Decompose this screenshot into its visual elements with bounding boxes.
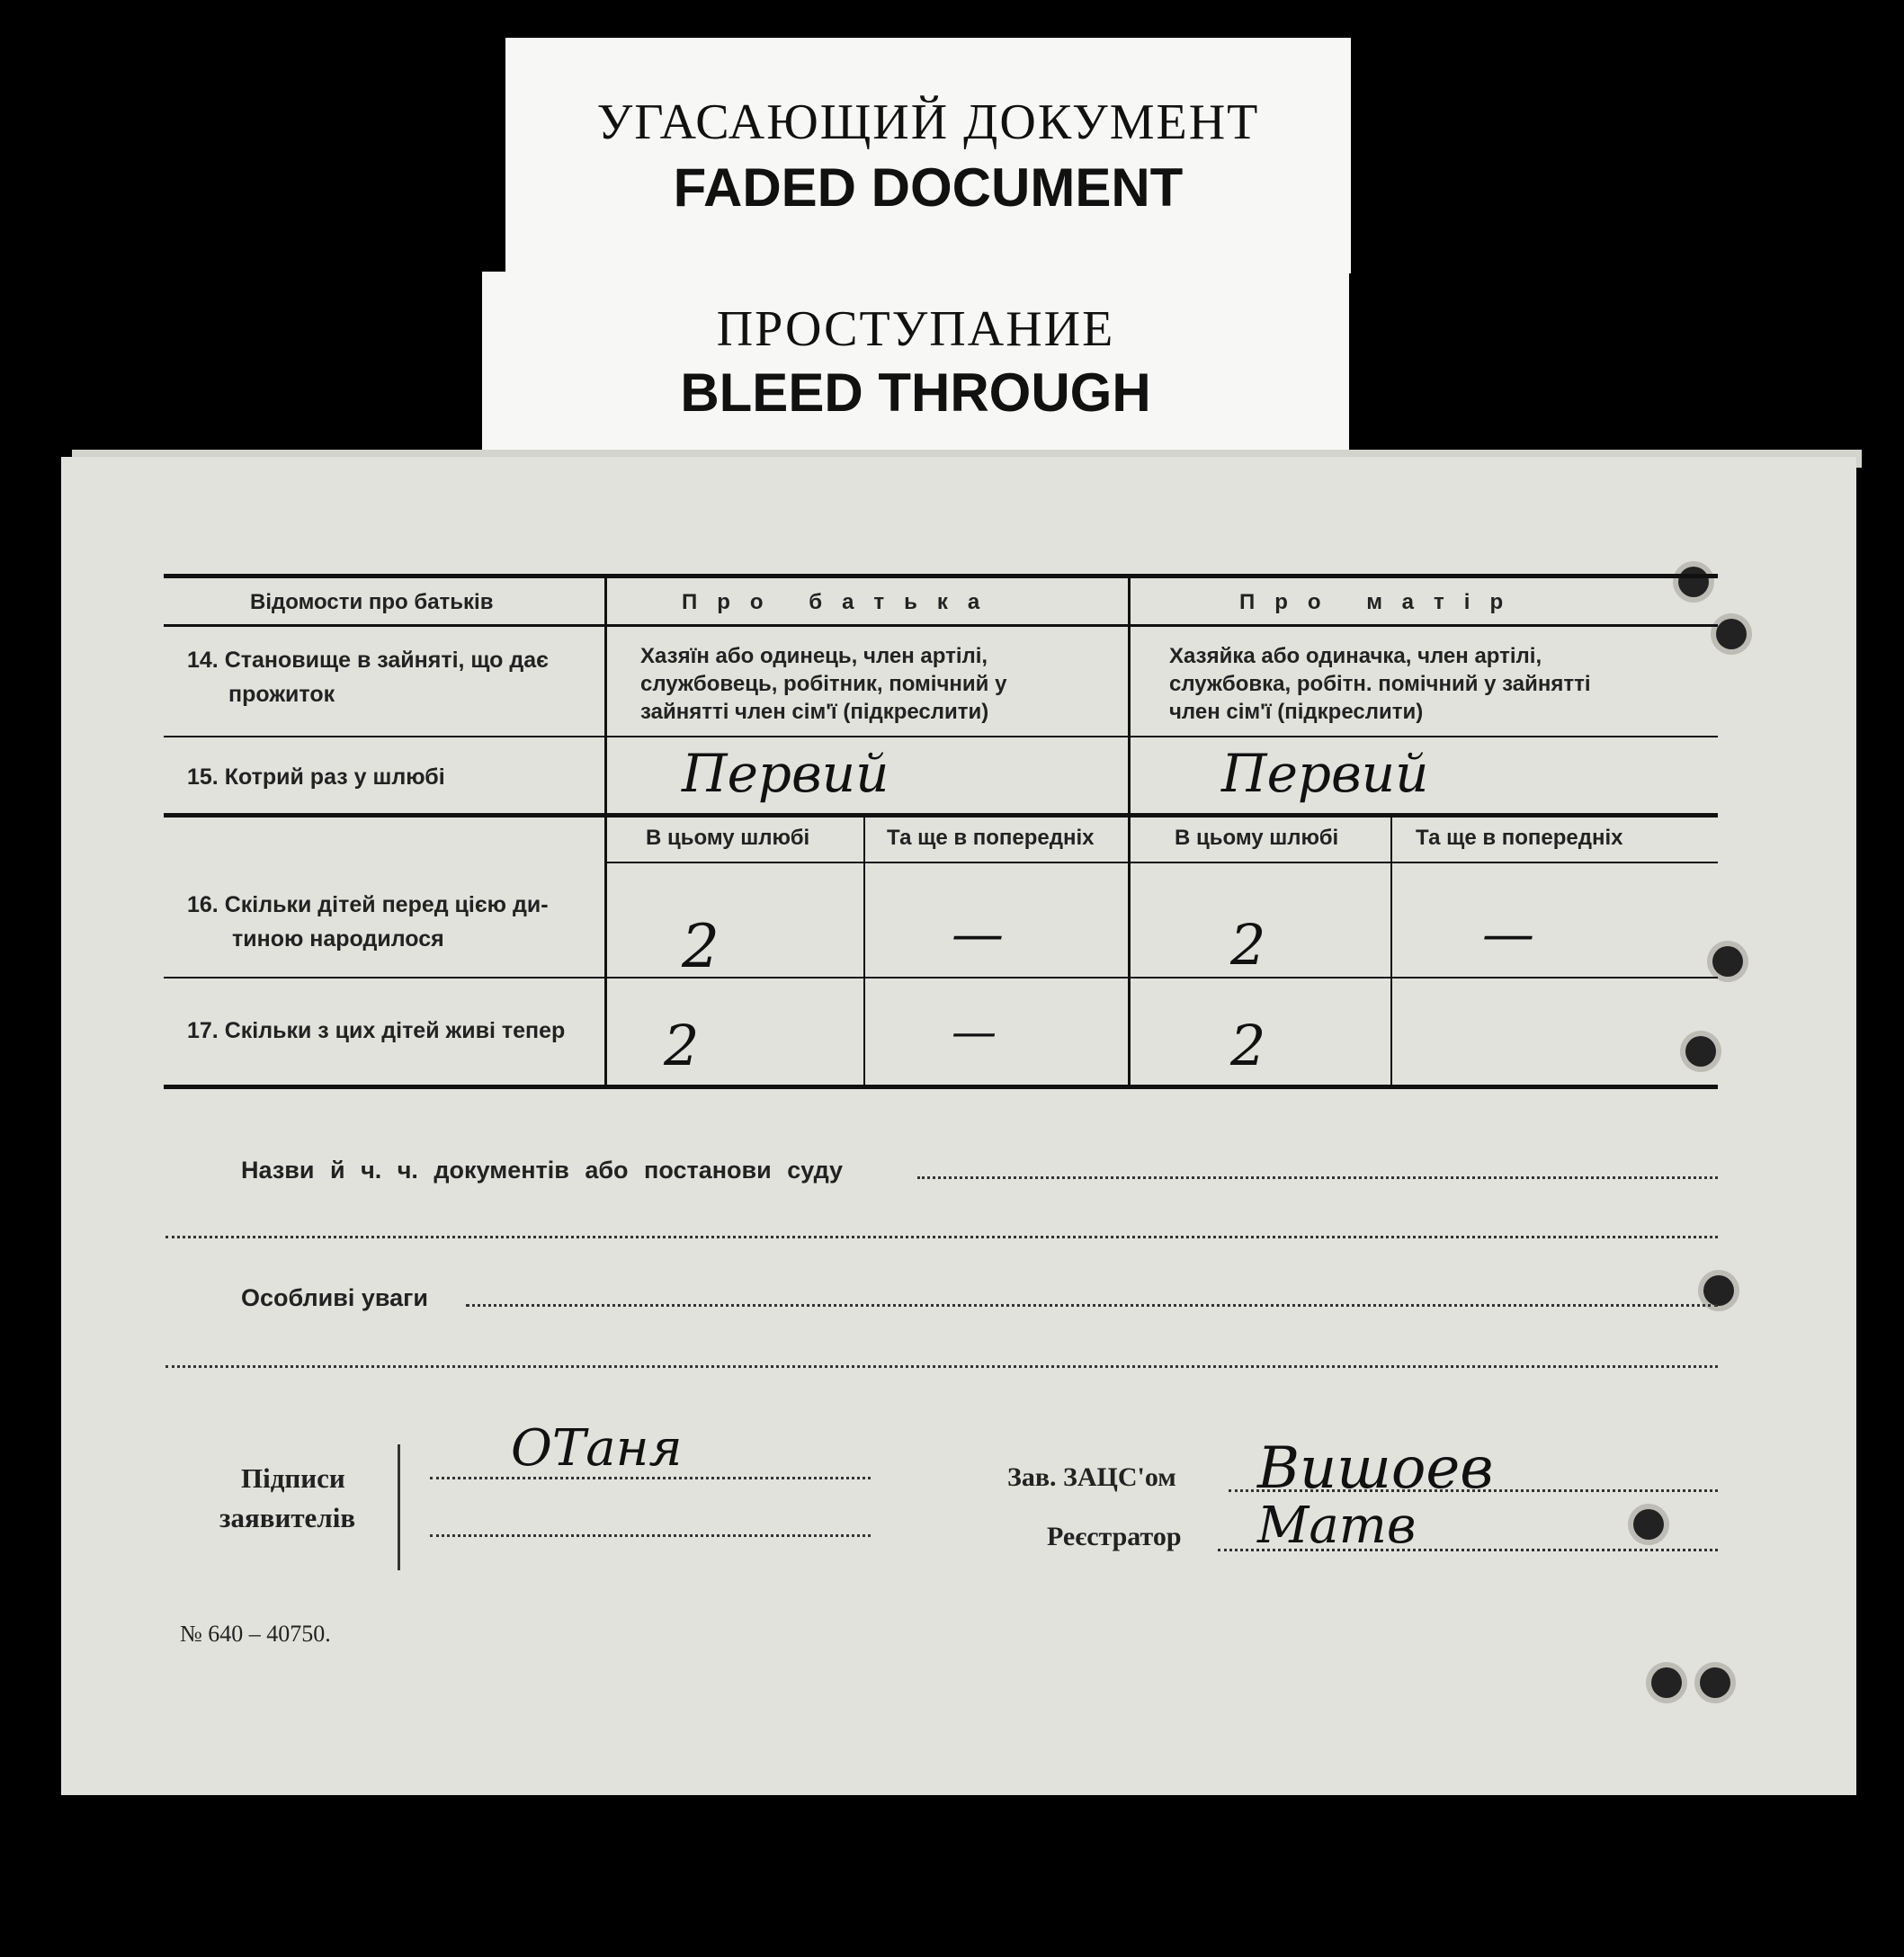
row16-father-this: 2 bbox=[682, 912, 720, 981]
row15-rule bbox=[164, 813, 1718, 818]
faded-document-flag bbox=[505, 38, 1351, 273]
registrar-label: Реєстратор bbox=[1047, 1522, 1182, 1551]
registrar-signature: Матв bbox=[1257, 1497, 1417, 1555]
header-mother: Про матір bbox=[1239, 590, 1524, 614]
form-number: № 640 – 40750. bbox=[180, 1621, 331, 1647]
row16-label-cont: тиною народилося bbox=[232, 926, 444, 952]
col-divider-mother-sub bbox=[1390, 817, 1392, 1086]
sub-father-this-marriage: В цьому шлюбі bbox=[646, 826, 810, 850]
notes-label: Особливі уваги bbox=[241, 1284, 428, 1311]
table-header-rule bbox=[164, 624, 1718, 627]
row17-father-this: 2 bbox=[664, 1013, 700, 1078]
row16-father-prev: — bbox=[952, 903, 1004, 964]
applicants-label-cont: заявителів bbox=[219, 1502, 356, 1533]
row14-label-cont: прожиток bbox=[228, 682, 335, 707]
faded-flag-russian: УГАСАЮЩИЙ ДОКУМЕНТ bbox=[596, 94, 1260, 150]
row14-father-options: Хазяїн або одинець, член артілі, службовець, робітник, помічний у зайнятті член сім'ї (підкреслити) bbox=[640, 644, 1007, 724]
col-divider-label bbox=[604, 576, 607, 1086]
applicant-signature: ОТаня bbox=[511, 1419, 683, 1478]
row17-mother-this: 2 bbox=[1230, 1013, 1266, 1078]
documents-line bbox=[917, 1176, 1718, 1179]
head-signature: Вишоев bbox=[1257, 1435, 1494, 1502]
row15-label: 15. Котрий раз у шлюбі bbox=[187, 764, 445, 790]
table-bottom-rule bbox=[164, 1085, 1718, 1089]
punch-hole bbox=[1685, 1036, 1716, 1067]
notes-line bbox=[466, 1304, 1718, 1307]
row17-label: 17. Скільки з цих дітей живі тепер bbox=[187, 1018, 566, 1043]
row17-father-prev: — bbox=[952, 1005, 997, 1058]
subheader-rule bbox=[606, 862, 1718, 863]
row16-label: 16. Скільки дітей перед цією ди- bbox=[187, 892, 549, 917]
punch-hole bbox=[1633, 1509, 1664, 1540]
punch-hole bbox=[1700, 1667, 1730, 1698]
row16-mother-prev: — bbox=[1482, 903, 1534, 964]
punch-hole bbox=[1703, 1275, 1734, 1306]
notes-line-2 bbox=[165, 1365, 1718, 1368]
sub-mother-this-marriage: В цьому шлюбі bbox=[1175, 826, 1339, 850]
punch-hole bbox=[1712, 946, 1743, 977]
documents-label: Назви й ч. ч. документів або постанови суду bbox=[241, 1157, 844, 1184]
punch-hole bbox=[1678, 567, 1709, 597]
faded-flag-english: FADED DOCUMENT bbox=[673, 157, 1184, 218]
table-top-rule bbox=[164, 574, 1718, 578]
sub-mother-previous: Та ще в попередніх bbox=[1416, 826, 1623, 850]
bleed-through-flag bbox=[482, 272, 1349, 459]
punch-hole bbox=[1716, 619, 1747, 649]
documents-line-2 bbox=[165, 1236, 1718, 1238]
row15-father-handwritten: Первий bbox=[682, 743, 889, 804]
form-page bbox=[61, 457, 1856, 1795]
punch-hole bbox=[1651, 1667, 1682, 1698]
row16-mother-this: 2 bbox=[1230, 912, 1266, 978]
col-divider-father-sub bbox=[863, 817, 865, 1086]
row14-rule bbox=[164, 736, 1718, 737]
header-parents-info: Відомости про батьків bbox=[250, 590, 494, 614]
applicant-signature-line-2 bbox=[430, 1534, 871, 1537]
applicants-brace bbox=[398, 1444, 400, 1570]
head-label: Зав. ЗАЦС'ом bbox=[1007, 1462, 1176, 1492]
applicants-label: Підписи bbox=[241, 1462, 345, 1494]
bleed-flag-english: BLEED THROUGH bbox=[680, 362, 1151, 423]
row16-rule bbox=[164, 977, 1718, 978]
header-father: Про батька bbox=[682, 590, 1000, 614]
bleed-flag-russian: ПРОСТУПАНИЕ bbox=[716, 301, 1115, 357]
row15-mother-handwritten: Первий bbox=[1221, 743, 1429, 804]
col-divider-parents bbox=[1128, 576, 1131, 1086]
row14-label: 14. Становище в зайняті, що дає bbox=[187, 648, 549, 673]
row14-mother-options: Хазяйка або одиначка, член артілі, службовка, робітн. помічний у зайнятті член сім'ї (підкреслити) bbox=[1169, 644, 1591, 724]
sub-father-previous: Та ще в попередніх bbox=[887, 826, 1095, 850]
